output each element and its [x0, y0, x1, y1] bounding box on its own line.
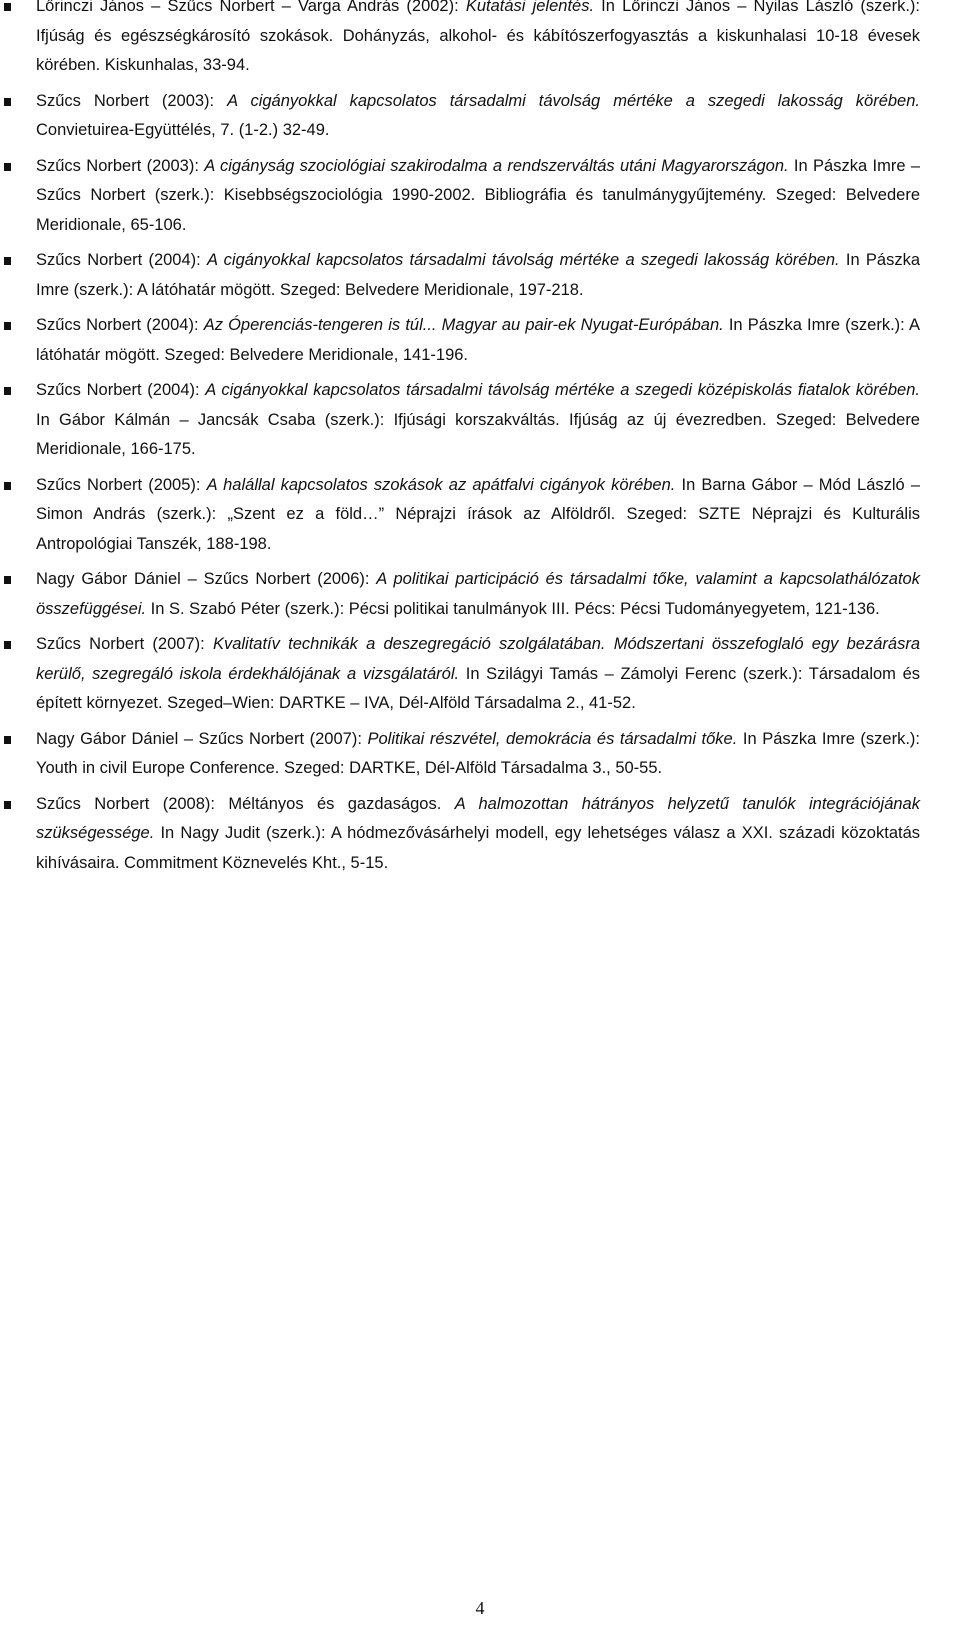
entry-authors: Szűcs Norbert (2008): Méltányos és gazdaságos.: [36, 794, 455, 813]
entry-source: In Nagy Judit (szerk.): A hódmezővásárhelyi modell, egy lehetséges válasz a XXI. századi közoktatás kihívásaira. Commitment Köznevelés Kht., 5-15.: [36, 824, 920, 872]
entry-authors: Szűcs Norbert (2007):: [36, 635, 213, 653]
entry-source: In Szilágyi Tamás – Zámolyi Ferenc (szerk.): Társadalom és épített környezet. Szeged–Wien: DARTKE – IVA, Dél-Alföld Társadalma 2., 41-52.: [36, 664, 921, 712]
entry-authors: Szűcs Norbert (2004):: [36, 381, 206, 399]
entry-source: In S. Szabó Péter (szerk.): Pécsi politikai tanulmányok III. Pécs: Pécsi Tudományegyetem, 121-136.: [146, 599, 880, 618]
entry-title: A politikai participáció és társadalmi tőke, valamint a kapcsolathálózatok összefüggései.: [36, 570, 920, 618]
bibliography-entry: [0, 246, 960, 305]
bibliography-entry: [0, 311, 960, 370]
entry-title: A halállal kapcsolatos szokások az apátfalvi cigányok körében.: [206, 475, 676, 494]
entry-source: In Lőrinczi János – Nyilas László (szerk.): Ifjúság és egészségkárosító szokások. Dohányzás, alkohol- és kábítószerfogyasztás a kiskunhalasi 10-18 évesek körében. Kiskunhalas, 33-94.: [36, 0, 920, 74]
bibliography-entry: [0, 152, 960, 241]
square-bullet-icon: [4, 641, 11, 649]
bibliography-entry: [0, 790, 960, 879]
entry-title: Kutatási jelentés.: [465, 0, 595, 15]
entry-title: A halmozottan hátrányos helyzetű tanulók integrációjának szükségessége.: [36, 794, 920, 842]
square-bullet-icon: [4, 482, 11, 490]
square-bullet-icon: [4, 98, 11, 106]
entry-source: In Pászka Imre (szerk.): A látóhatár mögött. Szeged: Belvedere Meridionale, 197-218.: [36, 251, 920, 299]
square-bullet-icon: [4, 257, 11, 265]
entry-authors: Nagy Gábor Dániel – Szűcs Norbert (2007):: [36, 729, 368, 748]
entry-source: In Gábor Kálmán – Jancsák Csaba (szerk.): Ifjúsági korszakváltás. Ifjúság az új évezredben. Szeged: Belvedere Meridionale, 166-175.: [36, 410, 920, 458]
bibliography-entry: [0, 0, 960, 81]
entry-authors: Szűcs Norbert (2003):: [36, 156, 205, 175]
entry-source: In Barna Gábor – Mód László – Simon András (szerk.): „Szent ez a föld…” Néprajzi írások az Alföldről. Szeged: SZTE Néprajzi és Kulturális Antropológiai Tanszék, 188-198.: [36, 475, 921, 553]
entry-authors: Szűcs Norbert (2005):: [36, 475, 207, 494]
square-bullet-icon: [4, 3, 11, 11]
bibliography-entry: [0, 87, 960, 146]
bibliography-entry: [0, 565, 960, 624]
entry-source: In Pászka Imre (szerk.): Youth in civil Europe Conference. Szeged: DARTKE, Dél-Alföld Társadalma 3., 50-55.: [36, 729, 921, 777]
entry-title: A cigányokkal kapcsolatos társadalmi távolság mértéke a szegedi középiskolás fiatalok körében.: [205, 381, 920, 399]
square-bullet-icon: [4, 163, 11, 171]
entry-authors: Szűcs Norbert (2003):: [36, 91, 228, 110]
page-number: 4: [475, 1598, 485, 1618]
square-bullet-icon: [4, 736, 11, 744]
bibliography-entry: [0, 725, 960, 784]
entry-title: A cigányokkal kapcsolatos társadalmi távolság mértéke a szegedi lakosság körében.: [207, 251, 840, 269]
square-bullet-icon: [4, 801, 11, 809]
entry-authors: Lőrinczi János – Szűcs Norbert – Varga András (2002):: [36, 0, 466, 15]
bibliography-entry: [0, 630, 960, 719]
entry-authors: Nagy Gábor Dániel – Szűcs Norbert (2006):: [36, 570, 377, 588]
square-bullet-icon: [4, 387, 11, 395]
entry-title: A cigányokkal kapcsolatos társadalmi távolság mértéke a szegedi lakosság körében.: [227, 91, 920, 110]
entry-title: Kvalitatív technikák a deszegregáció szolgálatában. Módszertani összefoglaló egy bezárásra kerülő, szegregáló iskola érdekhálójának a vizsgálatáról.: [36, 635, 920, 683]
bibliography-entry: [0, 471, 960, 560]
entry-title: Az Óperenciás-tengeren is túl... Magyar au pair-ek Nyugat-Európában.: [203, 316, 724, 334]
square-bullet-icon: [4, 322, 11, 330]
entry-authors: Szűcs Norbert (2004):: [36, 251, 207, 269]
entry-title: Politikai részvétel, demokrácia és társadalmi tőke.: [367, 729, 738, 748]
square-bullet-icon: [4, 576, 11, 584]
bibliography-entry: [0, 376, 960, 465]
entry-source: In Pászka Imre – Szűcs Norbert (szerk.): Kisebbségszociológia 1990-2002. Bibliográfia és tanulmánygyűjtemény. Szeged: Belvedere Meridionale, 65-106.: [36, 156, 921, 234]
entry-source: Convietuirea-Együttélés, 7. (1-2.) 32-49.: [36, 121, 330, 139]
entry-title: A cigányság szociológiai szakirodalma a rendszerváltás utáni Magyarországon.: [204, 156, 789, 175]
entry-source: In Pászka Imre (szerk.): A látóhatár mögött. Szeged: Belvedere Meridionale, 141-196.: [36, 316, 920, 364]
entry-authors: Szűcs Norbert (2004):: [36, 316, 204, 334]
